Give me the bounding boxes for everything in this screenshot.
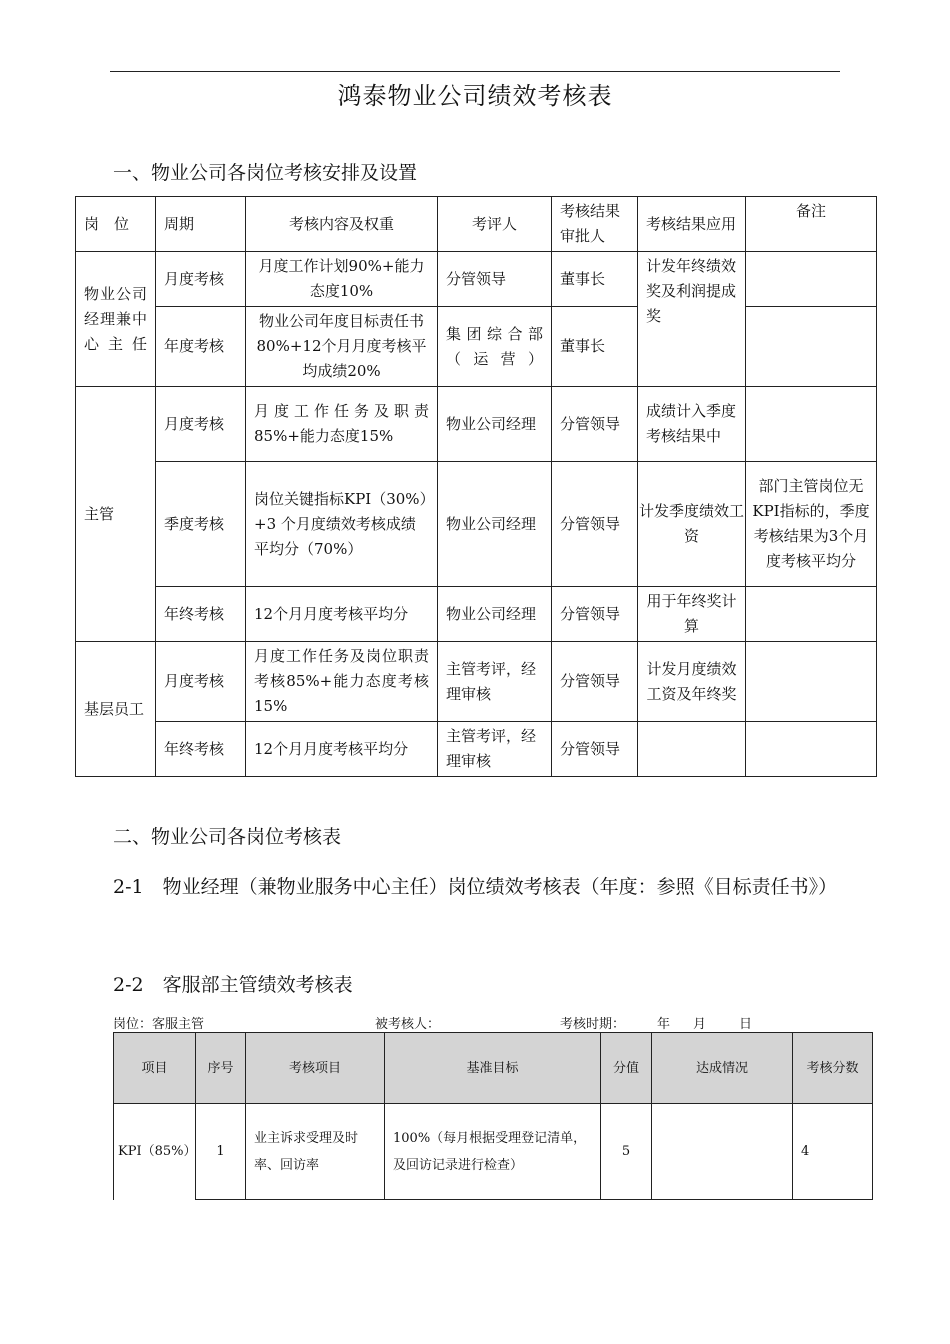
evaluator-cell: 主管考评，经理审核 bbox=[438, 722, 552, 777]
header-position: 岗 位 bbox=[76, 197, 156, 252]
content-cell: 物业公司年度目标责任书80%+12个月月度考核平均成绩20% bbox=[246, 307, 438, 387]
evaluator-cell: 物业公司经理 bbox=[438, 387, 552, 462]
remark-cell bbox=[746, 722, 877, 777]
evaluator-cell: 物业公司经理 bbox=[438, 462, 552, 587]
application-cell bbox=[638, 722, 746, 777]
content-cell: 12个月月度考核平均分 bbox=[246, 722, 438, 777]
header-target: 基准目标 bbox=[385, 1033, 601, 1104]
header-item: 考核项目 bbox=[246, 1033, 385, 1104]
customer-service-kpi-table bbox=[113, 1032, 873, 1200]
approver-cell: 董事长 bbox=[552, 252, 638, 307]
score-cell: 5 bbox=[601, 1104, 652, 1200]
evaluator-cell: 主管考评，经理审核 bbox=[438, 642, 552, 722]
meta-day: 日 bbox=[739, 1017, 753, 1032]
remark-cell: 部门主管岗位无KPI指标的，季度考核结果为3个月度考核平均分 bbox=[746, 462, 877, 587]
meta-year: 年 bbox=[657, 1017, 671, 1032]
header-application: 考核结果应用 bbox=[638, 197, 746, 252]
period-cell: 年终考核 bbox=[156, 722, 246, 777]
result-cell bbox=[652, 1104, 793, 1200]
header-points: 考核分数 bbox=[793, 1033, 873, 1104]
position-cell: 基层员工 bbox=[76, 642, 156, 777]
target-cell: 100%（每月根据受理登记清单，及回访记录进行检查） bbox=[385, 1104, 601, 1200]
content-cell: 12个月月度考核平均分 bbox=[246, 587, 438, 642]
approver-cell: 分管领导 bbox=[552, 722, 638, 777]
period-cell: 年终考核 bbox=[156, 587, 246, 642]
table-row bbox=[76, 722, 877, 777]
meta-month: 月 bbox=[693, 1017, 707, 1032]
application-cell: 成绩计入季度考核结果中 bbox=[638, 387, 746, 462]
content-cell: 月度工作任务及职责85%+能力态度15% bbox=[246, 387, 438, 462]
evaluator-cell: 集团综合部（运营） bbox=[438, 307, 552, 387]
table-header-row bbox=[114, 1033, 873, 1104]
approver-cell: 分管领导 bbox=[552, 642, 638, 722]
content-cell: 月度工作计划90%+能力 态度10% bbox=[246, 252, 438, 307]
header-score: 分值 bbox=[601, 1033, 652, 1104]
remark-cell bbox=[746, 307, 877, 387]
approver-cell: 董事长 bbox=[552, 307, 638, 387]
content-cell: 月度工作任务及岗位职责考核85%+能力态度考核15% bbox=[246, 642, 438, 722]
remark-cell bbox=[746, 642, 877, 722]
approver-cell: 分管领导 bbox=[552, 587, 638, 642]
header-evaluator: 考评人 bbox=[438, 197, 552, 252]
approver-cell: 分管领导 bbox=[552, 387, 638, 462]
points-cell: 4 bbox=[793, 1104, 873, 1200]
table-row bbox=[76, 587, 877, 642]
table-row bbox=[76, 307, 877, 387]
evaluator-cell: 分管领导 bbox=[438, 252, 552, 307]
assessment-arrangement-table bbox=[75, 196, 877, 777]
application-cell: 用于年终奖计算 bbox=[638, 587, 746, 642]
subsection-2-1: 2-1 物业经理（兼物业服务中心主任）岗位绩效考核表（年度：参照《目标责任书》） bbox=[113, 876, 838, 898]
period-cell: 月度考核 bbox=[156, 642, 246, 722]
table-row bbox=[76, 462, 877, 587]
evaluator-cell: 物业公司经理 bbox=[438, 587, 552, 642]
remark-cell bbox=[746, 387, 877, 462]
header-content: 考核内容及权重 bbox=[246, 197, 438, 252]
table-row bbox=[76, 252, 877, 307]
subsection-2-2: 2-2 客服部主管绩效考核表 bbox=[113, 974, 353, 996]
period-cell: 月度考核 bbox=[156, 252, 246, 307]
meta-assessee: 被考核人： bbox=[375, 1017, 441, 1032]
header-result: 达成情况 bbox=[652, 1033, 793, 1104]
category-cell: KPI（85%） bbox=[114, 1104, 196, 1200]
position-cell: 物业公司经理兼中心主任 bbox=[76, 252, 156, 387]
period-cell: 年度考核 bbox=[156, 307, 246, 387]
page-title: 鸿泰物业公司绩效考核表 bbox=[337, 82, 613, 110]
table-header-row bbox=[76, 197, 877, 252]
table-row bbox=[76, 387, 877, 462]
remark-cell bbox=[746, 587, 877, 642]
remark-cell bbox=[746, 252, 877, 307]
application-cell: 计发月度绩效工资及年终奖 bbox=[638, 642, 746, 722]
position-cell: 主管 bbox=[76, 387, 156, 642]
header-approver: 考核结果审批人 bbox=[552, 197, 638, 252]
section2-heading: 二、物业公司各岗位考核表 bbox=[113, 826, 342, 848]
header-remark: 备注 bbox=[746, 197, 877, 252]
period-cell: 季度考核 bbox=[156, 462, 246, 587]
application-cell: 计发季度绩效工资 bbox=[638, 462, 746, 587]
top-rule bbox=[110, 71, 840, 72]
item-cell: 业主诉求受理及时率、回访率 bbox=[246, 1104, 385, 1200]
section1-heading: 一、物业公司各岗位考核安排及设置 bbox=[113, 162, 418, 184]
header-no: 序号 bbox=[196, 1033, 246, 1104]
application-cell: 计发年终绩效奖及利润提成奖 bbox=[638, 252, 746, 387]
table-row bbox=[76, 642, 877, 722]
approver-cell: 分管领导 bbox=[552, 462, 638, 587]
meta-period-label: 考核时期： bbox=[560, 1017, 626, 1032]
period-cell: 月度考核 bbox=[156, 387, 246, 462]
content-cell: 岗位关键指标KPI（30%）+3 个月度绩效考核成绩平均分（70%） bbox=[246, 462, 438, 587]
header-category: 项目 bbox=[114, 1033, 196, 1104]
meta-post: 岗位：客服主管 bbox=[113, 1017, 205, 1032]
table-row bbox=[114, 1104, 873, 1200]
header-period: 周期 bbox=[156, 197, 246, 252]
no-cell: 1 bbox=[196, 1104, 246, 1200]
